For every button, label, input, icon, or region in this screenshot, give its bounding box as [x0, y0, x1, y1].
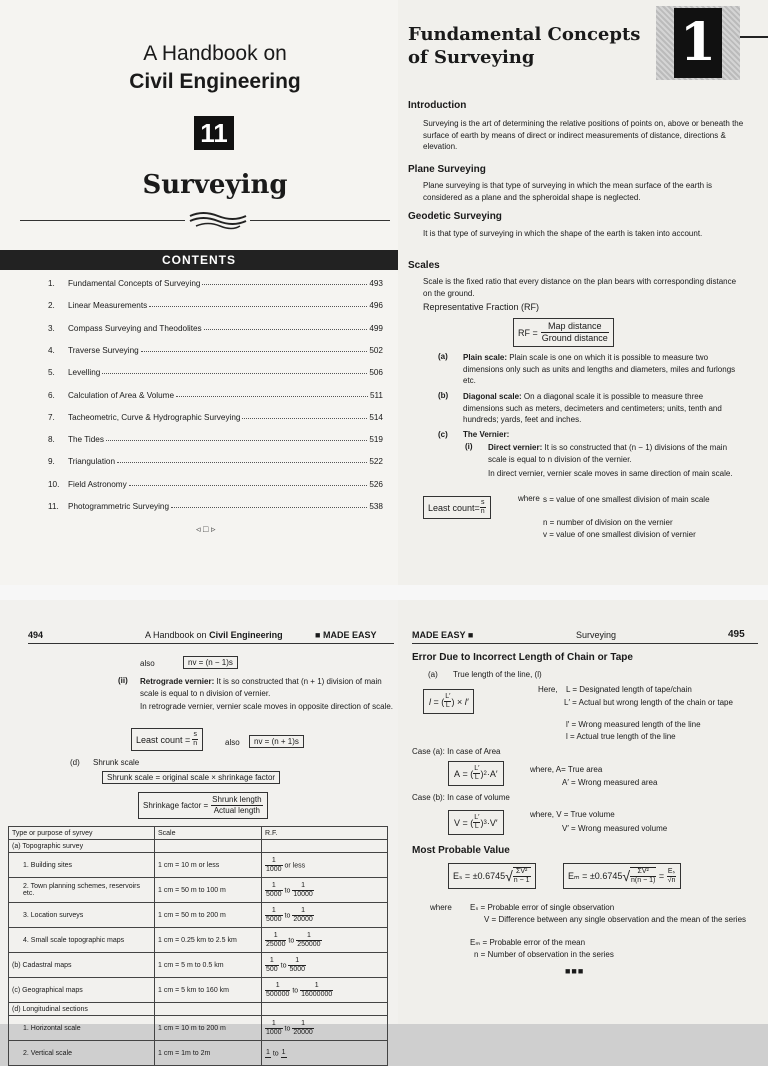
- header-brand: [412, 630, 473, 640]
- least-count-den: n: [480, 508, 485, 515]
- nv-equation-1: nv = (n − 1)s: [183, 656, 238, 669]
- toc-title: Compass Surveying and Theodolites: [68, 323, 202, 333]
- diagonal-scale-label: (b): [438, 391, 449, 400]
- volume-where-1: where, V = True volume: [530, 810, 615, 819]
- rf-numerator: Map distance: [541, 321, 609, 333]
- table-row: [9, 1041, 388, 1066]
- table-cell: [155, 1003, 262, 1016]
- toc-title: Levelling: [68, 368, 101, 378]
- rf-fraction: $\frac{1}{500}$: [266, 956, 278, 973]
- rf-joiner: to: [284, 886, 291, 894]
- chapter-number: 1: [679, 12, 717, 73]
- rf-fraction: $\frac{1}{20000}$: [293, 906, 313, 923]
- retrograde-item: [140, 676, 394, 699]
- toc-title: Fundamental Concepts of Surveying: [68, 279, 201, 288]
- header-title-a: A Handbook on: [145, 630, 207, 640]
- book-title-line2: Civil Engineering: [129, 70, 301, 93]
- toc-number: 10.: [48, 479, 60, 489]
- toc-page: 496: [369, 301, 383, 311]
- also-label-1: also: [140, 659, 155, 668]
- where-label: where: [518, 494, 540, 503]
- table-row: [9, 853, 388, 878]
- table-cell-rf: [262, 1041, 388, 1066]
- diagonal-scale-head: Diagonal scale:: [463, 392, 522, 401]
- table-header-row: [9, 827, 388, 840]
- rf-heading: Representative Fraction (RF): [423, 302, 540, 312]
- shrinkage-lhs: Shrinkage factor =: [143, 801, 209, 810]
- toc-page: 538: [369, 502, 383, 511]
- rf-joiner: to: [284, 911, 291, 919]
- toc-title: Tacheometric, Curve & Hydrographic Surveying: [68, 412, 241, 422]
- table-cell: [262, 1003, 388, 1016]
- direct-vernier-label: (i): [465, 442, 473, 451]
- em-formula-box: Eₘ = ±0.6745 √ ΣV² n(n − 1) = Eₛ √n: [563, 863, 681, 889]
- plain-scale-text: Plain scale is one on which it is possible to measure two dimensions only such as units and lengths and diameters, miles and furlongs etc.: [463, 353, 736, 385]
- case-volume-heading: Case (b): In case of volume: [412, 793, 510, 802]
- table-cell-scale: 1 cm = 5 km to 160 km: [155, 978, 262, 1003]
- table-row: [9, 928, 388, 953]
- here-l: l = Actual true length of the line: [566, 732, 676, 741]
- toc-entry[interactable]: [48, 368, 383, 377]
- mpv-where-2: V = Difference between any single observation and the mean of the series: [484, 915, 747, 924]
- retrograde-head: Retrograde vernier:: [140, 677, 215, 686]
- rf-joiner: to: [280, 961, 287, 969]
- least-count-num: s: [193, 731, 197, 738]
- area-where-1: where, A= True area: [530, 765, 603, 774]
- also-label-2: also: [225, 738, 240, 747]
- toc-entry[interactable]: [48, 457, 383, 466]
- shrunk-equation: Shrunk scale = original scale × shrinkage factor: [102, 771, 280, 784]
- page-495: [398, 600, 768, 1024]
- survey-scale-table-wrap: [8, 826, 388, 1066]
- header-brand-text: MADE EASY: [412, 630, 466, 640]
- divider-line-right: [250, 220, 390, 221]
- least-count-box: [423, 496, 491, 519]
- table-cell-rf: [262, 953, 388, 978]
- table-cell-rf: [262, 928, 388, 953]
- running-header: [145, 630, 283, 640]
- toc-page: 499: [369, 323, 383, 333]
- rf-fraction: $\frac{1}{1000}$: [266, 856, 282, 873]
- toc-leader-dots: [171, 502, 367, 508]
- toc-leader-dots: [204, 324, 368, 330]
- toc-leader-dots: [106, 435, 367, 441]
- table-header-cell: Scale: [155, 827, 262, 840]
- retrograde-text: It is so constructed that (n + 1) division of main scale is equal to n division of vernier.: [140, 677, 382, 698]
- here-L: L = Designated length of tape/chain: [566, 685, 692, 694]
- shrunk-head: Shrunk scale: [93, 758, 140, 767]
- direct-vernier-text: It is so constructed that (n − 1) divisions of the main scale is equal to n division of the vernier.: [488, 443, 728, 464]
- toc-title: Linear Measurements: [68, 301, 148, 311]
- toc-leader-dots: [202, 279, 367, 285]
- chapter-one-page: [398, 0, 768, 585]
- header-brand: [315, 630, 376, 640]
- rf-lhs: RF =: [518, 327, 538, 338]
- header-rule: [412, 643, 758, 644]
- rf-joiner: or less: [284, 861, 306, 869]
- direct-vernier-text2: In direct vernier, vernier scale moves in same direction of main scale.: [488, 469, 733, 478]
- page-gutter: [0, 585, 768, 600]
- toc-entry[interactable]: [48, 279, 383, 288]
- toc-page: 526: [369, 479, 383, 489]
- rf-fraction: $\frac{1}{10000}$: [293, 881, 313, 898]
- toc-number: 7.: [48, 412, 55, 422]
- toc-leader-dots: [176, 391, 368, 397]
- rf-joiner: to: [288, 936, 295, 944]
- table-cell-rf: [262, 1016, 388, 1041]
- contents-banner: [0, 250, 398, 270]
- true-length-label: (a): [428, 670, 438, 679]
- mpv-heading: Most Probable Value: [412, 845, 510, 856]
- handbook-cover-page: [0, 0, 398, 585]
- retrograde-text2: In retrograde vernier, vernier scale moves in opposite direction of scale.: [140, 702, 394, 711]
- toc-entry[interactable]: [48, 391, 383, 400]
- header-title-b: Civil Engineering: [209, 630, 283, 640]
- toc-leader-dots: [141, 346, 368, 352]
- where-s: s = value of one smallest division of main scale: [543, 495, 710, 504]
- chapter-number-block: [656, 6, 740, 80]
- end-mark: ■■■: [565, 966, 585, 976]
- direct-vernier-head: Direct vernier:: [488, 443, 543, 452]
- table-cell-scale: 1 cm = 10 m to 200 m: [155, 1016, 262, 1041]
- rf-denominator: Ground distance: [541, 333, 608, 343]
- retrograde-label: (ii): [118, 676, 128, 685]
- table-row: [9, 978, 388, 1003]
- rf-fraction: $\frac{1}{1000}$: [266, 1019, 282, 1036]
- rf-fraction: $\frac{1}{20000}$: [293, 1019, 313, 1036]
- table-header-cell: R.F.: [262, 827, 388, 840]
- table-cell-scale: 1 cm = 1m to 2m: [155, 1041, 262, 1066]
- table-cell-rf: [262, 878, 388, 903]
- table-cell-rf: [262, 978, 388, 1003]
- where-n: n = number of division on the vernier: [543, 518, 673, 527]
- rf-joiner: to: [284, 1024, 291, 1032]
- volume-formula-box: V = ( L′ L ) 3 ·V′: [448, 810, 504, 835]
- chapter-number: 11: [200, 118, 228, 148]
- toc-title: Traverse Surveying: [68, 345, 139, 355]
- toc-page: 514: [369, 412, 383, 422]
- mpv-where-label: where: [430, 903, 452, 912]
- here-Lprime: L′ = Actual but wrong length of the chain or tape: [564, 698, 733, 707]
- area-formula-box: A = ( L′ L ) 2 ·A′: [448, 761, 504, 786]
- true-length-text: True length of the line, (l): [453, 670, 542, 679]
- plain-scale-item: [463, 352, 745, 387]
- least-count-lhs: Least count =: [136, 734, 191, 745]
- toc-number: 9.: [48, 457, 55, 467]
- toc-number: 5.: [48, 368, 55, 378]
- page-number: 494: [28, 630, 44, 640]
- diagonal-scale-item: [463, 391, 745, 426]
- area-where-2: A′ = Wrong measured area: [562, 778, 658, 787]
- toc-number: 2.: [48, 301, 55, 311]
- toc-title: Field Astronomy: [68, 479, 127, 489]
- page-nav-icons: ◃ □ ▹: [196, 524, 216, 534]
- plain-scale-label: (a): [438, 352, 448, 361]
- intro-text: Surveying is the art of determining the relative positions of points on, above or beneath the surface of earth by means of direct or indirect measurements of distance, directions & elevation.: [423, 119, 744, 151]
- least-count-den: n: [193, 740, 198, 747]
- toc-title: Calculation of Area & Volume: [68, 390, 175, 400]
- header-rule: [740, 36, 768, 38]
- divider-line-left: [20, 220, 185, 221]
- rf-fraction: $\frac{1}{250000}$: [297, 931, 321, 948]
- plain-scale-head: Plain scale:: [463, 353, 508, 362]
- toc-number: 6.: [48, 390, 55, 400]
- em-lhs: Eₘ = ±0.6745: [568, 870, 623, 881]
- least-count-lhs: Least count=: [428, 502, 480, 513]
- rf-fraction: 1: [266, 1048, 270, 1056]
- contents-label: CONTENTS: [162, 253, 236, 267]
- toc-entry[interactable]: [48, 346, 383, 355]
- table-cell-scale: 1 cm = 10 m or less: [155, 853, 262, 878]
- toc-entry[interactable]: [48, 435, 383, 444]
- survey-scale-table: [8, 826, 388, 1066]
- header-rule: [28, 643, 394, 644]
- rf-fraction: $\frac{1}{500000}$: [266, 981, 290, 998]
- page-number: 495: [728, 629, 745, 640]
- table-cell-rf: [262, 903, 388, 928]
- table-cell-type: 1. Building sites: [9, 853, 155, 878]
- plane-text: Plane surveying is that type of surveying in which the mean surface of the earth is considered as a plane and the spheroidal shape is neglected.: [423, 181, 713, 202]
- table-row: [9, 878, 388, 903]
- table-cell: [262, 840, 388, 853]
- table-cell-type: 2. Town planning schemes, reservoirs etc.: [9, 878, 155, 903]
- table-cell-scale: 1 cm = 5 m to 0.5 km: [155, 953, 262, 978]
- es-formula-box: Eₛ = ±0.6745 √ ΣV² n − 1: [448, 863, 536, 889]
- case-area-heading: Case (a): In case of Area: [412, 747, 501, 756]
- toc-leader-dots: [102, 368, 367, 374]
- table-cell-type: 1. Horizontal scale: [9, 1016, 155, 1041]
- chapter-number-inner: [674, 8, 722, 78]
- chapter-number-box: [194, 116, 234, 150]
- where-v: v = value of one smallest division of vernier: [543, 530, 696, 539]
- table-cell-type: 2. Vertical scale: [9, 1041, 155, 1066]
- table-row: [9, 1003, 388, 1016]
- table-cell-scale: 1 cm = 0.25 km to 2.5 km: [155, 928, 262, 953]
- toc-entry[interactable]: [48, 301, 383, 310]
- rf-joiner: to: [292, 986, 299, 994]
- toc-entry[interactable]: [48, 413, 383, 422]
- table-row: [9, 953, 388, 978]
- wave-ornament-icon: [188, 208, 248, 235]
- toc-page: 502: [369, 345, 383, 355]
- chapter-heading-line2: of Surveying: [408, 47, 535, 68]
- toc-entry[interactable]: [48, 480, 383, 489]
- rf-joiner: to: [272, 1049, 279, 1057]
- length-formula-box: l = ( L′ L ) × l′: [423, 689, 474, 714]
- table-section-cell: (a) Topographic survey: [9, 840, 155, 853]
- rf-fraction: $\frac{1}{5000}$: [289, 956, 306, 973]
- geodetic-text: It is that type of surveying in which the shape of the earth is taken into account.: [423, 229, 703, 238]
- toc-leader-dots: [242, 413, 367, 419]
- table-section-cell: (d) Longitudinal sections: [9, 1003, 155, 1016]
- table-cell-scale: 1 cm = 50 m to 100 m: [155, 878, 262, 903]
- toc-page: 522: [369, 457, 383, 467]
- toc-title: Photogrammetric Surveying: [68, 502, 170, 511]
- brand-square-icon: ■: [315, 630, 321, 640]
- table-cell-scale: 1 cm = 50 m to 200 m: [155, 903, 262, 928]
- vernier-label: (c): [438, 430, 448, 439]
- rf-fraction: $\frac{1}{25000}$: [266, 931, 286, 948]
- book-title-line1: A Handbook on: [143, 42, 287, 65]
- page-494: [0, 600, 398, 1057]
- toc-number: 3.: [48, 323, 55, 333]
- toc-entry[interactable]: [48, 324, 383, 333]
- brand-square-icon: ■: [467, 630, 474, 640]
- toc-number: 1.: [48, 279, 55, 288]
- here-label: Here,: [538, 685, 558, 694]
- toc-page: 493: [369, 279, 383, 288]
- volume-where-2: V′ = Wrong measured volume: [562, 824, 668, 833]
- table-cell: [155, 840, 262, 853]
- rf-fraction: $\frac{1}{5000}$: [266, 881, 282, 898]
- diagonal-scale-text: On a diagonal scale it is possible to measure three dimensions such as meters, decimeters and centimeters; units, tenth and hundreds; yards, feet and inches.: [463, 392, 722, 424]
- plane-heading: Plane Surveying: [408, 164, 486, 175]
- toc-page: 511: [369, 390, 383, 400]
- least-count-num: s: [481, 499, 485, 506]
- table-cell-type: (c) Geographical maps: [9, 978, 155, 1003]
- mpv-where-3: Eₘ = Probable error of the mean: [470, 938, 586, 947]
- mpv-where-1: Eₛ = Probable error of single observation: [470, 903, 615, 912]
- table-cell-type: 4. Small scale topographic maps: [9, 928, 155, 953]
- scales-heading: Scales: [408, 260, 440, 271]
- rf-fraction: $\frac{1}{16000000}$: [301, 981, 333, 998]
- toc-leader-dots: [129, 480, 368, 486]
- toc-entry[interactable]: [48, 502, 383, 511]
- table-cell-type: (b) Cadastral maps: [9, 953, 155, 978]
- table-cell-rf: [262, 853, 388, 878]
- table-header-cell: Type or purpose of syrvey: [9, 827, 155, 840]
- mpv-where-4: n = Number of observation in the series: [474, 950, 614, 959]
- shrinkage-num: Shrunk length: [212, 795, 262, 804]
- geodetic-heading: Geodetic Surveying: [408, 211, 502, 222]
- table-row: [9, 903, 388, 928]
- vernier-head: The Vernier:: [463, 430, 510, 439]
- table-cell-type: 3. Location surveys: [9, 903, 155, 928]
- toc-title: Triangulation: [68, 457, 116, 467]
- nv-equation-2: nv = (n + 1)s: [249, 735, 304, 748]
- chapter-title: Surveying: [142, 170, 288, 200]
- toc-number: 8.: [48, 435, 55, 445]
- shrunk-label: (d): [70, 758, 80, 767]
- chapter-heading-line1: Fundamental Concepts: [408, 24, 641, 45]
- error-heading: Error Due to Incorrect Length of Chain or Tape: [412, 652, 633, 663]
- toc-title: The Tides: [68, 435, 104, 445]
- toc-page: 506: [369, 368, 383, 378]
- toc-page: 519: [369, 435, 383, 445]
- table-row: [9, 840, 388, 853]
- intro-heading: Introduction: [408, 100, 467, 111]
- toc-leader-dots: [117, 457, 367, 463]
- shrinkage-den: Actual length: [213, 806, 260, 815]
- header-title: Surveying: [576, 630, 617, 640]
- shrinkage-factor-box: [138, 792, 268, 819]
- toc-number: 11.: [48, 502, 59, 511]
- here-lprime: l′ = Wrong measured length of the line: [566, 720, 701, 729]
- toc-number: 4.: [48, 345, 55, 355]
- rf-fraction: 1: [281, 1048, 286, 1056]
- rf-formula-box: [513, 318, 614, 347]
- table-row: [9, 1016, 388, 1041]
- toc-leader-dots: [149, 301, 367, 307]
- scales-text: Scale is the fixed ratio that every distance on the plan bears with corresponding distance on the ground.: [423, 277, 737, 298]
- least-count-box-2: [131, 728, 203, 751]
- header-brand-text: MADE EASY: [322, 630, 377, 640]
- rf-fraction: $\frac{1}{5000}$: [266, 906, 282, 923]
- es-lhs: Eₛ = ±0.6745: [453, 870, 506, 881]
- direct-vernier-item: [488, 442, 745, 465]
